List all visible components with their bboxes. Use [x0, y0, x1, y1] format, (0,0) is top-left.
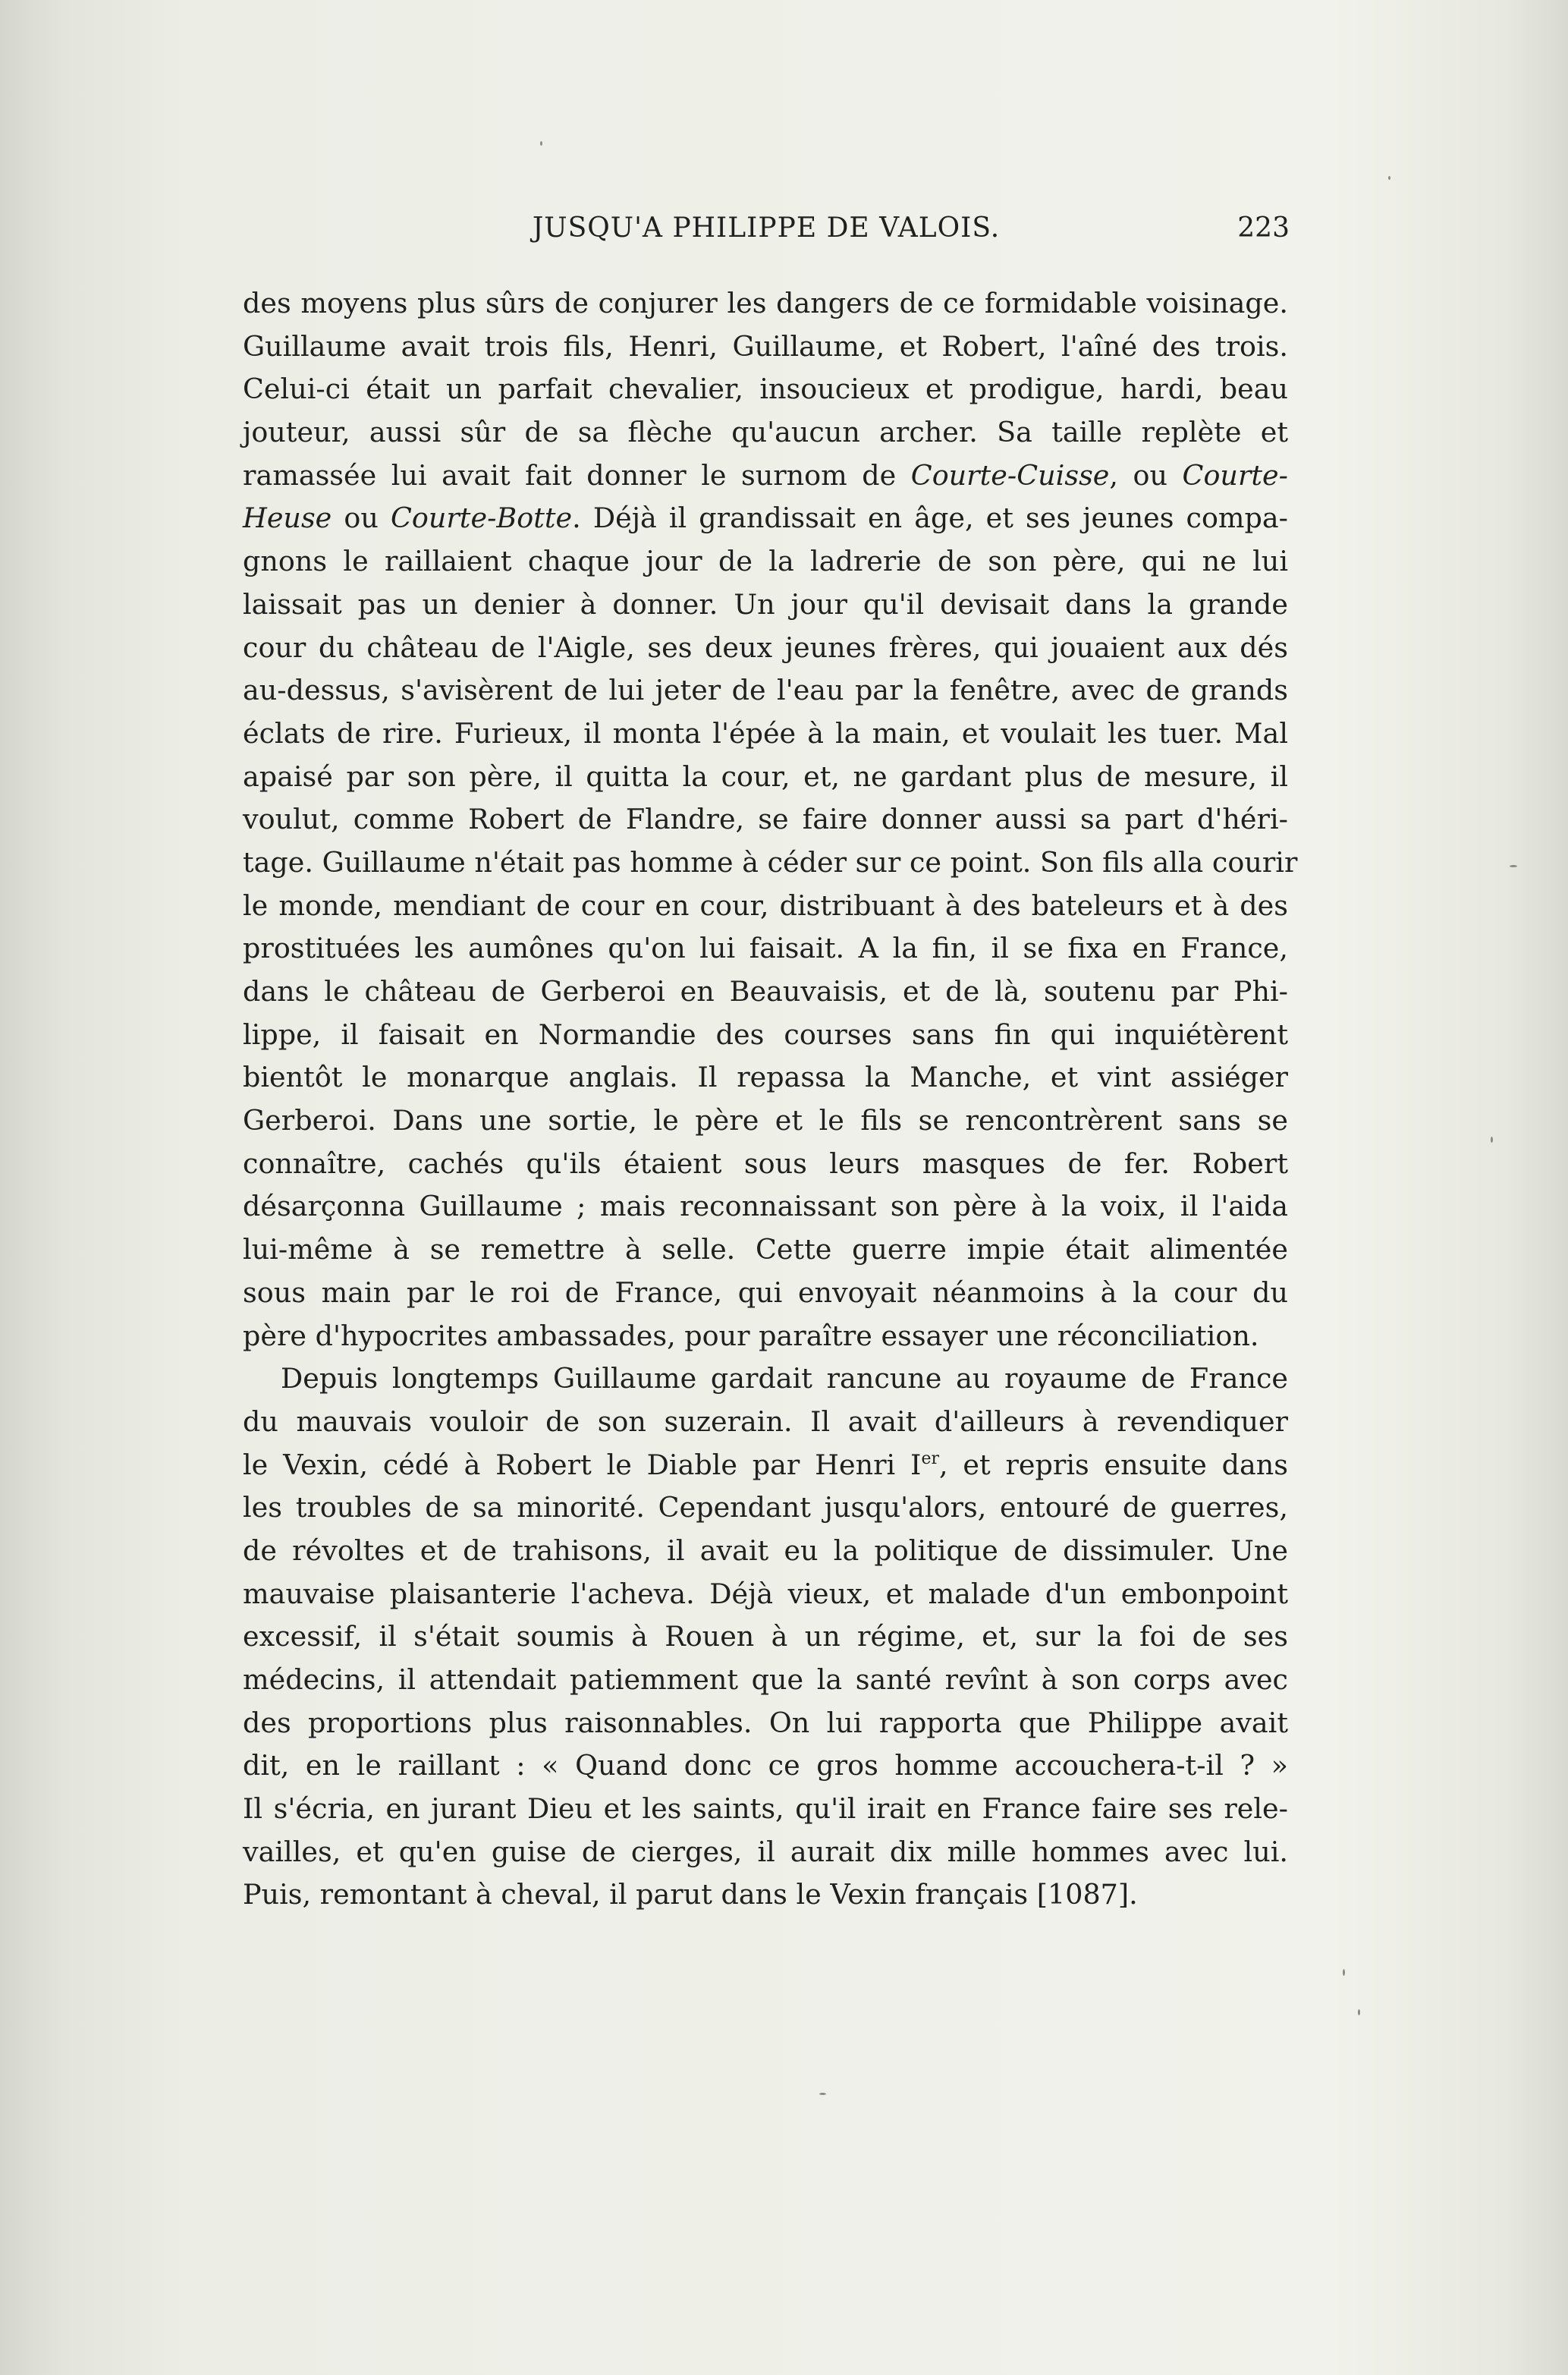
text-line: médecins, il attendait patiemment que la santé revînt à son corps avec — [243, 1663, 1288, 1696]
text-line: de révoltes et de trahisons, il avait eu la politique de dissimuler. Une — [243, 1534, 1288, 1567]
italic-term: Courte-Botte — [390, 502, 573, 535]
text-line: le monde, mendiant de cour en cour, distribuant à des bateleurs et à des — [243, 889, 1288, 922]
text-line: Heuse ou Courte-Botte. Déjà il grandissait en âge, et ses jeunes compa- — [243, 502, 1288, 535]
paper-speck — [540, 141, 542, 146]
text-line: gnons le raillaient chaque jour de la ladrerie de son père, qui ne lui — [243, 545, 1288, 578]
text-line: des moyens plus sûrs de conjurer les dangers de ce formidable voisinage. — [243, 287, 1288, 319]
text-line: dit, en le raillant : « Quand donc ce gros homme accouchera-t-il ? » — [243, 1749, 1288, 1782]
text-line: Il s'écria, en jurant Dieu et les saints, qu'il irait en France faire ses rele- — [243, 1792, 1288, 1826]
text-line: connaître, cachés qu'ils étaient sous leurs masques de fer. Robert — [243, 1147, 1288, 1180]
paragraph — [243, 282, 1298, 1357]
text-line: laissait pas un denier à donner. Un jour qu'il devisait dans la grande — [243, 587, 1288, 621]
text-line: tage. Guillaume n'était pas homme à céder sur ce point. Son fils alla courir — [243, 845, 1298, 879]
paragraph — [243, 1357, 1288, 1917]
text-line: Puis, remontant à cheval, il parut dans le Vexin français [1087]. — [243, 1878, 1138, 1911]
text-line: dans le château de Gerberoi en Beauvaisis, et de là, soutenu par Phi- — [243, 975, 1288, 1008]
text-line: du mauvais vouloir de son suzerain. Il avait d'ailleurs à revendiquer — [243, 1405, 1288, 1438]
text-line: sous main par le roi de France, qui envoyait néanmoins à la cour du — [243, 1276, 1288, 1309]
paper-speck — [1343, 1969, 1345, 1976]
italic-term: Courte- — [1182, 458, 1288, 492]
paper-speck — [1510, 865, 1517, 867]
text-line: les troubles de sa minorité. Cependant jusqu'alors, entouré de guerres, — [243, 1491, 1288, 1524]
text-line: vailles, et qu'en guise de cierges, il aurait dix mille hommes avec lui. — [243, 1835, 1288, 1868]
paper-speck — [1491, 1137, 1493, 1143]
paper-speck — [1388, 176, 1390, 180]
page-number: 223 — [1237, 212, 1290, 244]
text-line: mauvaise plaisanterie l'acheva. Déjà vieux, et malade d'un embonpoint — [243, 1577, 1288, 1610]
text-line: excessif, il s'était soumis à Rouen à un régime, et, sur la foi de ses — [243, 1620, 1288, 1653]
text-line: Guillaume avait trois fils, Henri, Guillaume, et Robert, l'aîné des trois. — [243, 329, 1288, 363]
italic-term: Heuse — [243, 502, 332, 535]
text-line: au-dessus, s'avisèrent de lui jeter de l'eau par la fenêtre, avec de grands — [243, 674, 1288, 707]
text-line: père d'hypocrites ambassades, pour paraître essayer une réconciliation. — [243, 1319, 1259, 1352]
text-line: Gerberoi. Dans une sortie, le père et le fils se rencontrèrent sans se — [243, 1104, 1288, 1137]
text-line: lippe, il faisait en Normandie des courses sans fin qui inquiétèrent — [243, 1018, 1288, 1051]
text-line: apaisé par son père, il quitta la cour, et, ne gardant plus de mesure, il — [243, 760, 1288, 793]
text-line: Celui-ci était un parfait chevalier, insoucieux et prodigue, hardi, beau — [243, 373, 1288, 406]
text-line: prostituées les aumônes qu'on lui faisait. A la fin, il se fixa en France, — [243, 932, 1288, 965]
text-line: lui-même à se remettre à selle. Cette guerre impie était alimentée — [243, 1233, 1288, 1266]
text-line: des proportions plus raisonnables. On lui rapporta que Philippe avait — [243, 1706, 1288, 1739]
running-title: JUSQU'A PHILIPPE DE VALOIS. — [532, 212, 1001, 244]
text-line: désarçonna Guillaume ; mais reconnaissant son père à la voix, il l'aida — [243, 1190, 1288, 1223]
text-line: le Vexin, cédé à Robert le Diable par Henri Ier, et repris ensuite dans — [243, 1448, 1288, 1481]
text-line: cour du château de l'Aigle, ses deux jeunes frères, qui jouaient aux dés — [243, 631, 1288, 664]
paper-speck — [819, 2093, 826, 2095]
paper-speck — [1358, 2009, 1360, 2015]
text-line: Depuis longtemps Guillaume gardait rancune au royaume de France — [281, 1362, 1288, 1395]
text-line: bientôt le monarque anglais. Il repassa la Manche, et vint assiéger — [243, 1061, 1288, 1094]
superscript: er — [921, 1449, 939, 1468]
text-line: jouteur, aussi sûr de sa flèche qu'aucun archer. Sa taille replète et — [243, 416, 1288, 449]
text-line: ramassée lui avait fait donner le surnom de Courte-Cuisse, ou Courte- — [243, 458, 1288, 492]
text-line: voulut, comme Robert de Flandre, se faire donner aussi sa part d'héri- — [243, 803, 1288, 836]
body-text — [243, 282, 1298, 1917]
page-header — [243, 212, 1290, 258]
italic-term: Courte-Cuisse — [910, 458, 1110, 492]
text-line: éclats de rire. Furieux, il monta l'épée à la main, et voulait les tuer. Mal — [243, 716, 1288, 750]
